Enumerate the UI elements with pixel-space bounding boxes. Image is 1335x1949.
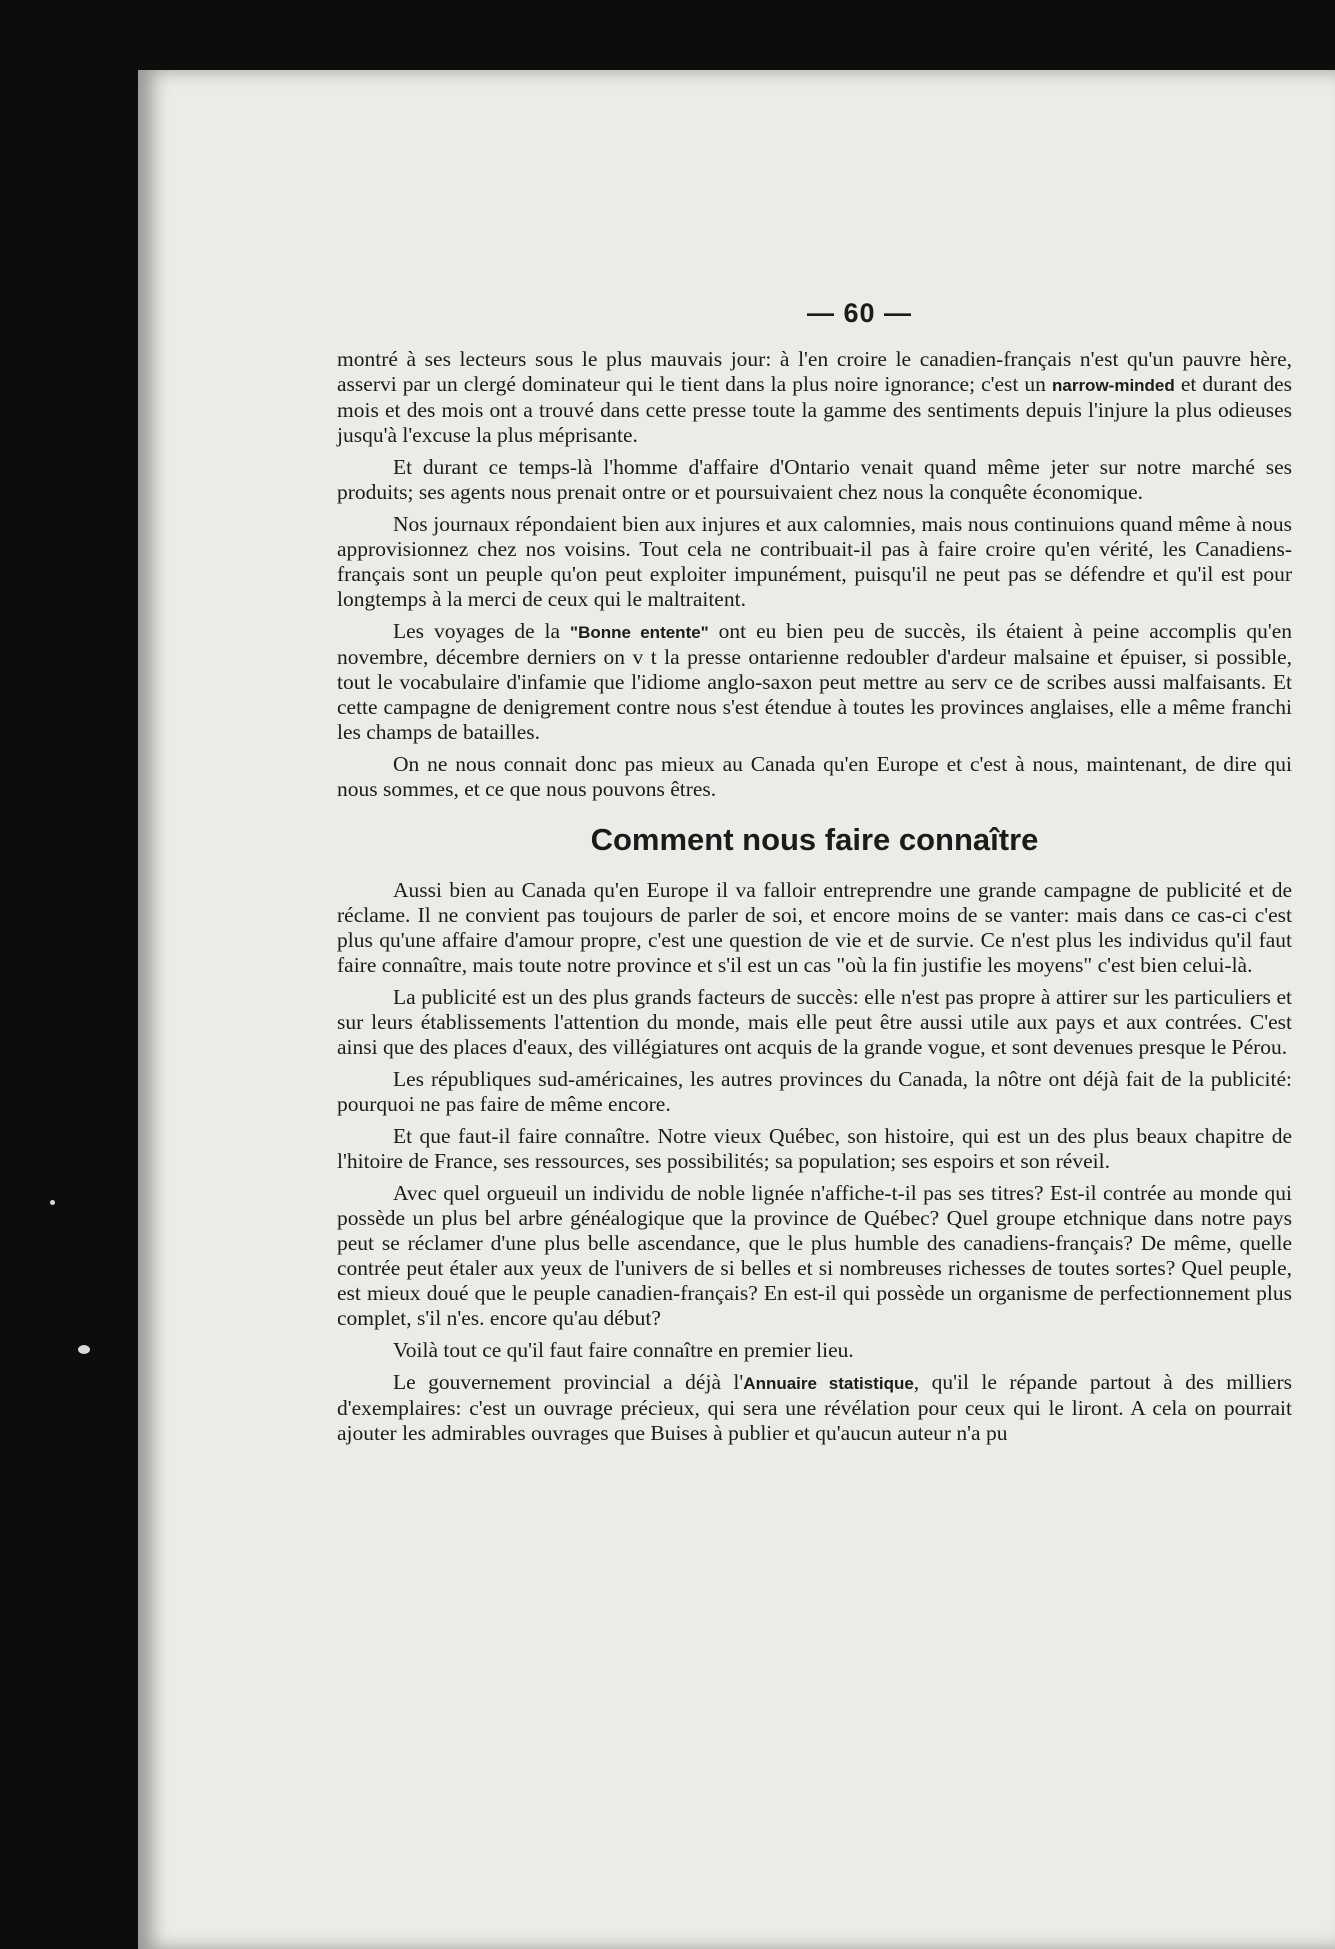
scan-speck (78, 1345, 90, 1354)
paragraph: Nos journaux répondaient bien aux injures et aux calomnies, mais nous continuions quand même à nous approvisionnez chez nos voisins. Tout cela ne contribuait-il pas à faire croire qu'en vérité, les Canadiens-français sont un peuple qu'on peut exploiter impunément, puisqu'il ne peut pas se défendre et qu'il est pour longtemps à la merci de ceux qui le maltraitent. (337, 512, 1292, 611)
emphasis-term: Annuaire statistique (743, 1374, 914, 1393)
paragraph: Avec quel orgueuil un individu de noble lignée n'affiche-t-il pas ses titres? Est-il contrée au monde qui possède un plus bel arbre généalogique que la province de Québec? Quel groupe etchnique dans notre pays peut se réclamer d'une plus belle ascendance, que le plus humble des canadiens-français? De même, quelle contrée peut étaler aux yeux de l'univers de si belles et si nombreuses richesses de toutes sortes? Quel peuple, est mieux doué que le peuple canadien-français? En est-il qui possède un organisme de perfectionnement plus complet, s'il n'es. encore qu'au début? (337, 1181, 1292, 1330)
emphasis-term: narrow-minded (1051, 376, 1175, 395)
paragraph: La publicité est un des plus grands facteurs de succès: elle n'est pas propre à attirer sur les particuliers et sur leurs établissements l'attention du monde, mais elle peut être aussi utile aux pays et aux contrées. C'est ainsi que des places d'eaux, des villégiatures ont acquis de la grande vogue, et sont devenues presque le Pérou. (337, 985, 1292, 1059)
paragraph-text: Le gouvernement provincial a déjà l' (393, 1370, 744, 1394)
paragraph: Aussi bien au Canada qu'en Europe il va falloir entreprendre une grande campagne de publicité et de réclame. Il ne convient pas toujours de parler de soi, et encore moins de se vanter: mais dans ce cas-ci c'est plus qu'une affaire d'amour propre, c'est une question de vie et de survie. Ce n'est plus les individus qu'il faut faire connaître, mais toute notre province et s'il est un cas "où la fin justifie les moyens" c'est bien celui-là. (337, 878, 1292, 977)
section-heading: Comment nous faire connaître (590, 822, 1039, 857)
paragraph-text: ont eu bien peu de succès, ils étaient à peine accomplis qu'en novembre, décembre derniers on v t la presse ontarienne redoubler d'ardeur malsaine et épuiser, si possible, tout le vocabulaire d'infamie que l'idiome anglo-saxon peut mettre au serv ce de scribes aussi malfaisants. Et cette campagne de denigrement contre nous s'est étendue à toutes les provinces anglaises, elle a même franchi les champs de batailles. (337, 619, 1292, 744)
paragraph-text: Les voyages de la (393, 619, 571, 643)
emphasis-term: "Bonne entente" (570, 623, 709, 642)
paragraph-text: , qu'il le répande partout à des milliers d'exemplaires: c'est un ouvrage précieux, qui sera une révélation pour ceux qui le liront. A cela on pourrait ajouter les admirables ouvrages que Buises à publier et qu'aucun auteur n'a pu (337, 1370, 1292, 1445)
paragraph-text: montré à ses lecteurs sous le plus mauvais jour: à l'en croire le canadien-français n'est qu'un pauvre hère, asservi par un clergé dominateur qui le tient dans la plus noire ignorance; c'est un (337, 347, 1292, 396)
paragraph-text: et durant des mois et des mois ont a trouvé dans cette presse toute la gamme des sentiments depuis l'injure la plus odieuses jusqu'à l'excuse la plus méprisante. (337, 372, 1293, 447)
paragraph: Et que faut-il faire connaître. Notre vieux Québec, son histoire, qui est un des plus beaux chapitre de l'hitoire de France, ses ressources, ses possibilités; sa population; ses espoirs et son réveil. (337, 1124, 1292, 1173)
paragraph (337, 619, 1292, 745)
paragraph: Et durant ce temps-là l'homme d'affaire d'Ontario venait quand même jeter sur notre marché ses produits; ses agents nous prenait ontre or et poursuivaient chez nous la conquête économique. (337, 455, 1292, 504)
scan-speck (50, 1200, 55, 1205)
paragraph: Voilà tout ce qu'il faut faire connaître en premier lieu. (393, 1338, 854, 1362)
page-number: — 60 — (806, 298, 913, 328)
page-content (337, 298, 1292, 1453)
paragraph: On ne nous connait donc pas mieux au Canada qu'en Europe et c'est à nous, maintenant, de dire qui nous sommes, et ce que nous pouvons êtres. (337, 752, 1292, 801)
paragraph (337, 1370, 1292, 1446)
paragraph (337, 347, 1292, 448)
paragraph: Les républiques sud-américaines, les autres provinces du Canada, la nôtre ont déjà fait de la publicité: pourquoi ne pas faire de même encore. (337, 1067, 1292, 1116)
